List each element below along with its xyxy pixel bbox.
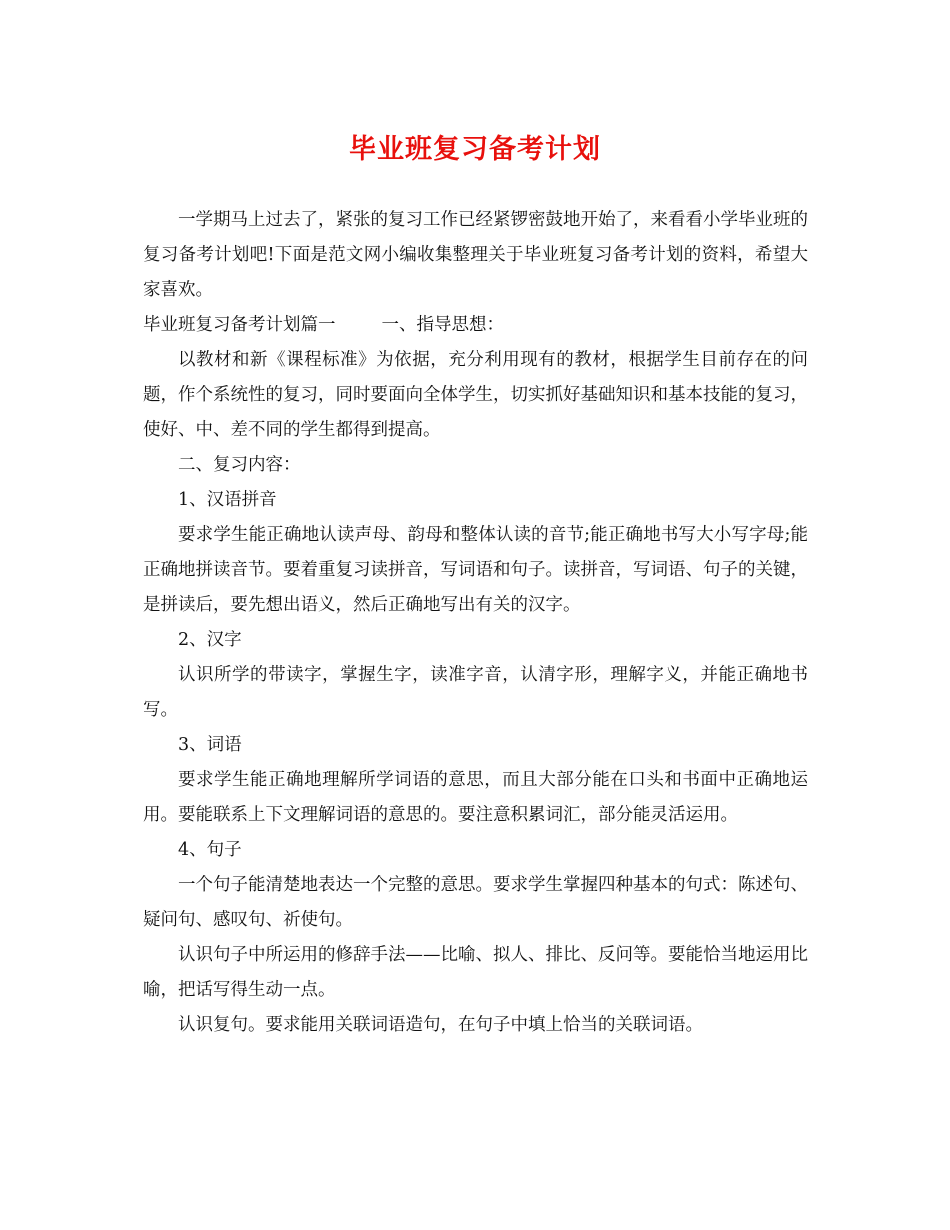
item-1-paragraph: 要求学生能正确地认读声母、韵母和整体认读的音节;能正确地书写大小写字母;能正确地拼读音节。要着重复习读拼音，写词语和句子。读拼音，写词语、句子的关键，是拼读后，要先想出语义，然后正确地写出有关的汉字。 — [143, 525, 808, 615]
item-4-paragraph-1: 一个句子能清楚地表达一个完整的意思。要求学生掌握四种基本的句式：陈述句、疑问句、感叹句、祈使句。 — [143, 875, 808, 930]
item-3-paragraph: 要求学生能正确地理解所学词语的意思，而且大部分能在口头和书面中正确地运用。要能联系上下文理解词语的意思的。要注意积累词汇，部分能灵活运用。 — [143, 770, 808, 825]
item-3-heading: 3、词语 — [178, 735, 242, 755]
document-body — [143, 203, 808, 1043]
item-4-paragraph-2: 认识句子中所运用的修辞手法——比喻、拟人、排比、反问等。要能恰当地运用比喻，把话写得生动一点。 — [143, 945, 808, 1000]
item-2-heading: 2、汉字 — [178, 630, 242, 650]
item-4-paragraph-3: 认识复句。要求能用关联词语造句，在句子中填上恰当的关联词语。 — [178, 1015, 703, 1035]
section-2-heading: 二、复习内容： — [178, 455, 301, 475]
item-2-paragraph: 认识所学的带读字，掌握生字，读准字音，认清字形，理解字义，并能正确地书写。 — [143, 665, 808, 720]
item-4-heading: 4、句子 — [178, 840, 242, 860]
document-title: 毕业班复习备考计划 — [349, 134, 601, 165]
section-label: 毕业班复习备考计划篇一 — [143, 315, 336, 335]
section-1-heading: 一、指导思想： — [381, 315, 504, 335]
intro-paragraph: 一学期马上过去了，紧张的复习工作已经紧锣密鼓地开始了，来看看小学毕业班的复习备考计划吧!下面是范文网小编收集整理关于毕业班复习备考计划的资料，希望大家喜欢。 — [143, 210, 808, 300]
item-1-heading: 1、汉语拼音 — [178, 490, 277, 510]
section-1-paragraph: 以教材和新《课程标准》为依据，充分利用现有的教材，根据学生目前存在的问题，作个系统性的复习，同时要面向全体学生，切实抓好基础知识和基本技能的复习，使好、中、差不同的学生都得到提高。 — [143, 350, 808, 440]
section-label-line — [143, 308, 808, 343]
